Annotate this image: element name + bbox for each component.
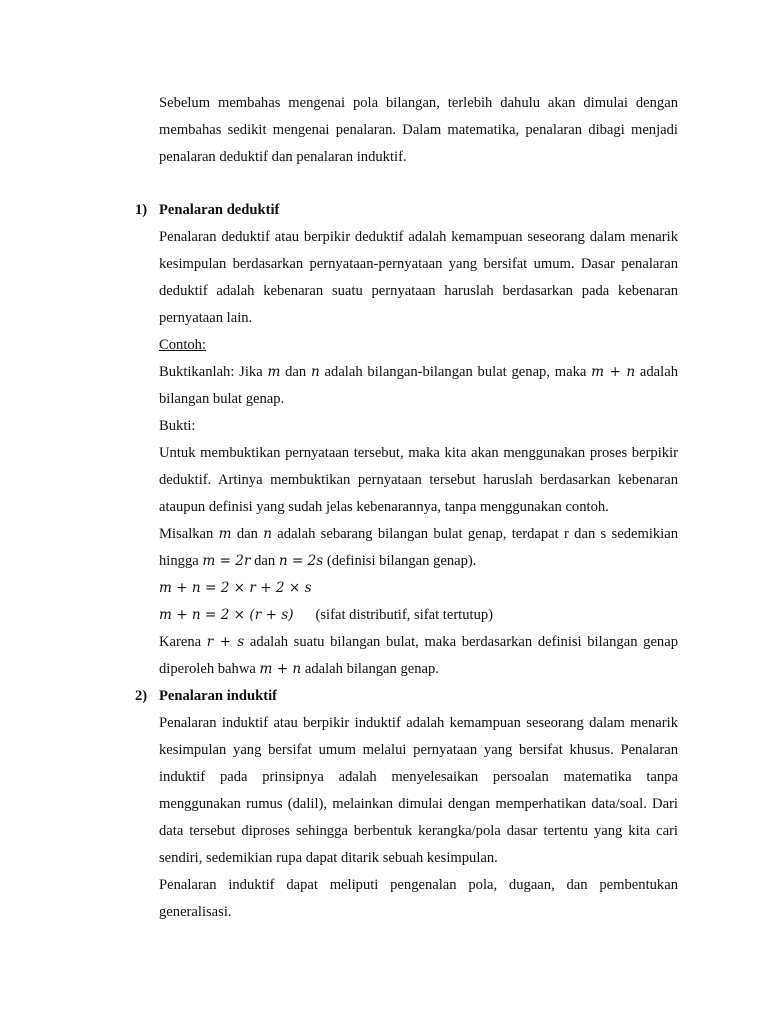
math-m-plus-n: m + n	[591, 364, 636, 380]
section-2-number: 2)	[135, 688, 148, 704]
section-1-heading: Penalaran deduktif	[159, 202, 280, 218]
equation-2: m + n = 2 × (r + s)	[159, 607, 294, 623]
p3-text-c: adalah sebarang bilangan bulat genap, terdapat r dan s sedemikian	[271, 526, 679, 542]
intro-line-2: membahas sedikit mengenai penalaran. Dalam matematika, penalaran dibagi menjadi	[159, 122, 678, 138]
s1-paragraph-3-line-1	[159, 525, 678, 543]
s1-paragraph-1-line-4: pernyataan lain.	[159, 310, 253, 326]
math-n: n	[263, 526, 272, 542]
s2-paragraph-1-line-5: data tersebut diproses sehingga berbentuk kerangka/pola dasar tertentu yang kita cari	[159, 823, 678, 839]
claim-text-c: adalah bilangan-bilangan bulat genap, maka	[319, 364, 592, 380]
section-1-number: 1)	[135, 202, 148, 218]
s1-paragraph-2-line-3: ataupun definisi yang sudah jelas kebenarannya, tanpa menggunakan contoh.	[159, 499, 609, 515]
math-n: n	[311, 364, 320, 380]
math-m-equals-2r: m = 2r	[202, 553, 251, 569]
intro-line-1: Sebelum membahas mengenai pola bilangan, terlebih dahulu akan dimulai dengan	[159, 95, 678, 111]
claim-text-b: dan	[280, 364, 311, 380]
s1-paragraph-3-line-2	[159, 552, 678, 570]
claim-text-d: adalah	[635, 364, 678, 380]
s2-paragraph-1-line-4: menggunakan rumus (dalil), melainkan dimulai dengan memperhatikan data/soal. Dari	[159, 796, 678, 812]
p4-text-l2a: diperoleh bahwa	[159, 661, 260, 677]
math-m: m	[218, 526, 232, 542]
p3-text-l2c: (definisi bilangan genap).	[323, 553, 477, 569]
math-r-plus-s: r + s	[206, 634, 245, 650]
s2-paragraph-1-line-6: sendiri, sedemikian rupa dapat ditarik sebuah kesimpulan.	[159, 850, 498, 866]
equation-2-note: (sifat distributif, sifat tertutup)	[315, 607, 494, 623]
contoh-label: Contoh:	[159, 337, 207, 353]
s1-paragraph-4-line-2	[159, 660, 678, 678]
p4-text-b: adalah suatu bilangan bulat, maka berdasarkan definisi bilangan genap	[244, 634, 678, 650]
s2-paragraph-1-line-2: kesimpulan yang bersifat umum melalui pernyataan yang bersifat khusus. Penalaran	[159, 742, 678, 758]
claim-text-a: Buktikanlah: Jika	[159, 364, 268, 380]
p3-text-l2a: hingga	[159, 553, 203, 569]
p4-text-l2b: adalah bilangan genap.	[301, 661, 439, 677]
s2-paragraph-1-line-3: induktif pada prinsipnya adalah menyelesaikan persoalan matematika tanpa	[159, 769, 678, 785]
p3-text-a: Misalkan	[159, 526, 219, 542]
p3-text-b: dan	[231, 526, 264, 542]
p4-text-a: Karena	[159, 634, 207, 650]
claim-line-1	[159, 363, 678, 381]
s1-paragraph-1-line-2: kesimpulan berdasarkan pernyataan-pernyataan yang bersifat umum. Dasar penalaran	[159, 256, 678, 272]
bukti-label: Bukti:	[159, 418, 196, 434]
s1-paragraph-1-line-1: Penalaran deduktif atau berpikir deduktif adalah kemampuan seseorang dalam menarik	[159, 229, 678, 245]
s2-paragraph-2-line-2: generalisasi.	[159, 904, 232, 920]
equation-1: m + n = 2 × r + 2 × s	[159, 580, 312, 596]
section-2-heading: Penalaran induktif	[159, 688, 277, 704]
s1-paragraph-2-line-1: Untuk membuktikan pernyataan tersebut, maka kita akan menggunakan proses berpikir	[159, 445, 678, 461]
math-m-plus-n: m + n	[259, 661, 302, 677]
s2-paragraph-2-line-1: Penalaran induktif dapat meliputi pengenalan pola, dugaan, dan pembentukan	[159, 877, 678, 893]
math-n-equals-2s: n = 2s	[278, 553, 324, 569]
claim-line-2: bilangan bulat genap.	[159, 391, 285, 407]
s2-paragraph-1-line-1: Penalaran induktif atau berpikir induktif adalah kemampuan seseorang dalam menarik	[159, 715, 678, 731]
p3-text-l2b: dan	[250, 553, 279, 569]
s1-paragraph-4-line-1	[159, 633, 678, 651]
s1-paragraph-1-line-3: deduktif adalah kebenaran suatu pernyataan haruslah berdasarkan pada kebenaran	[159, 283, 678, 299]
math-m: m	[267, 364, 281, 380]
intro-line-3: penalaran deduktif dan penalaran induktif.	[159, 149, 407, 165]
s1-paragraph-2-line-2: deduktif. Artinya membuktikan pernyataan tersebut haruslah berdasarkan kebenaran	[159, 472, 678, 488]
equation-line-2	[159, 606, 678, 624]
equation-line-1	[159, 579, 678, 597]
